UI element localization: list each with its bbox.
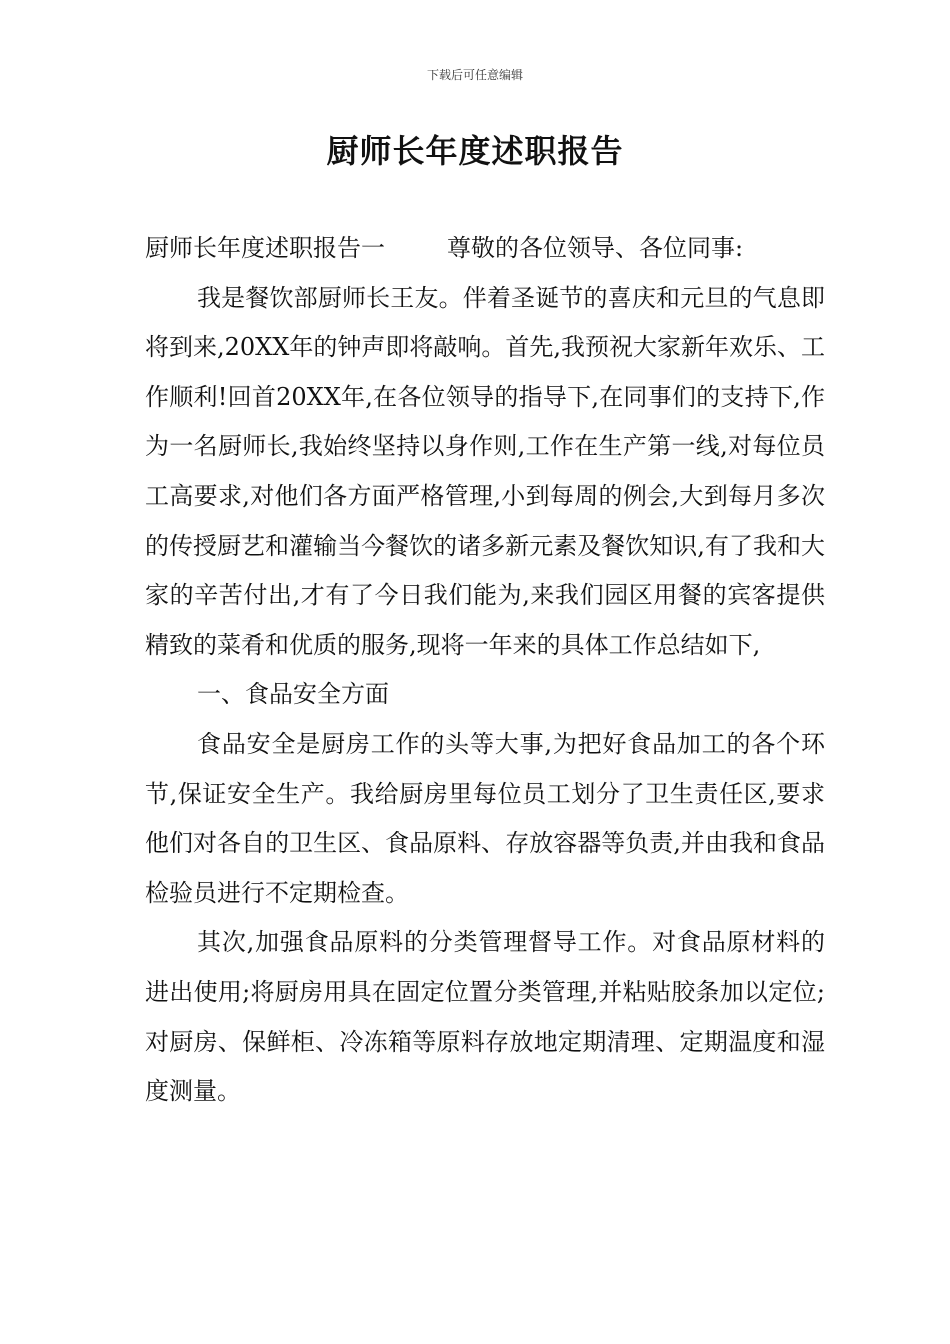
opening-line <box>145 224 825 274</box>
document-title: 厨师长年度述职报告 <box>326 132 624 170</box>
salutation: 尊敬的各位领导、各位同事: <box>447 234 744 262</box>
section-heading-food-safety: 一、食品安全方面 <box>197 680 389 709</box>
header-note: 下载后可任意编辑 <box>426 68 523 82</box>
document-body <box>145 224 825 1117</box>
report-subtitle: 厨师长年度述职报告一 <box>145 234 385 262</box>
paragraph-food-safety: 食品安全是厨房工作的头等大事,为把好食品加工的各个环节,保证安全生产。我给厨房里每位员工划分了卫生责任区,要求他们对各自的卫生区、食品原料、存放容器等负责,并由我和食品检验员进行不定期检查。 <box>145 729 825 907</box>
paragraph-intro: 我是餐饮部厨师长王友。伴着圣诞节的喜庆和元旦的气息即将到来,20XX年的钟声即将敲响。首先,我预祝大家新年欢乐、工作顺利!回首20XX年,在各位领导的指导下,在同事们的支持下,作为一名厨师长,我始终坚持以身作则,工作在生产第一线,对每位员工高要求,对他们各方面严格管理,小到每周的例会,大到每月多次的传授厨艺和灌输当今餐饮的诸多新元素及餐饮知识,有了我和大家的辛苦付出,才有了今日我们能为,来我们园区用餐的宾客提供精致的菜肴和优质的服务,现将一年来的具体工作总结如下, <box>145 283 825 659</box>
paragraph-material-management: 其次,加强食品原料的分类管理督导工作。对食品原材料的进出使用;将厨房用具在固定位置分类管理,并粘贴胶条加以定位;对厨房、保鲜柜、冷冻箱等原料存放地定期清理、定期温度和湿度测量。 <box>145 928 825 1106</box>
